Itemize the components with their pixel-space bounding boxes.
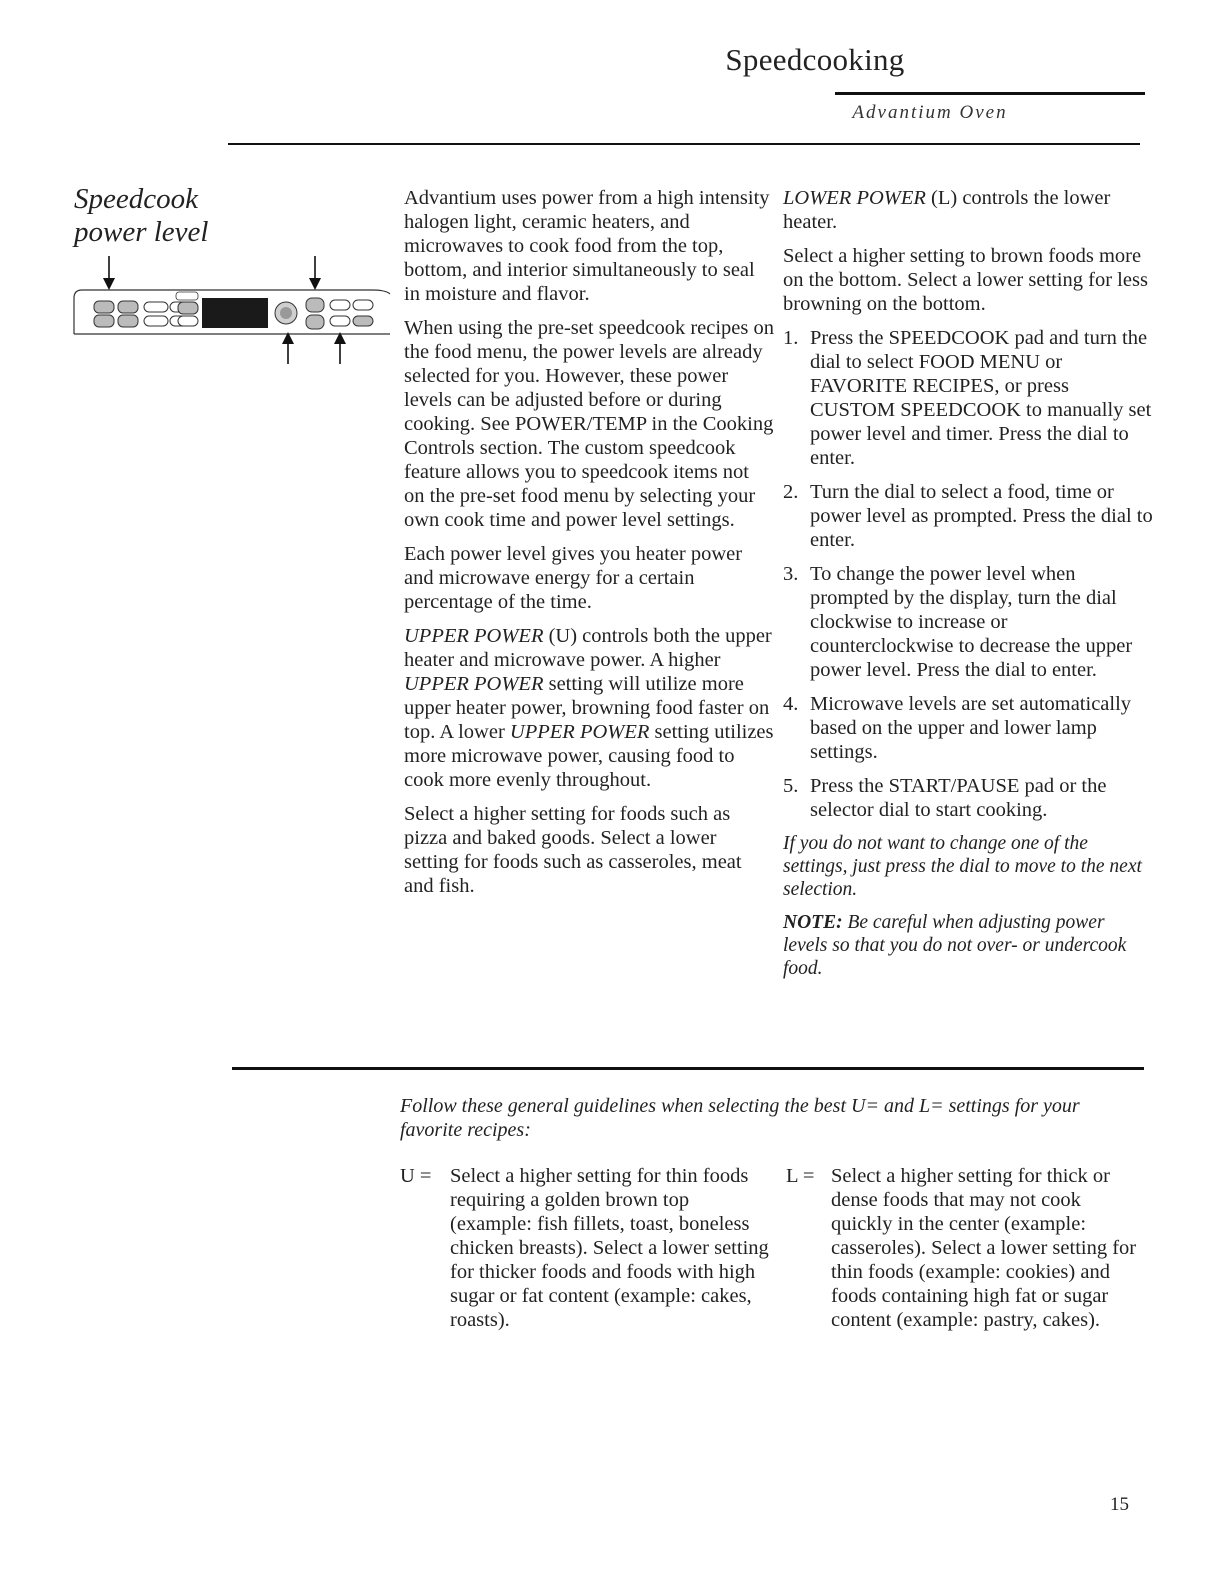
arrow-down-icon: [309, 256, 321, 290]
display-screen: [202, 298, 268, 328]
lower-power-paragraph: LOWER POWER (L) controls the lower heater.: [783, 187, 1111, 233]
upper-guideline-text: Select a higher setting for thin foods requiring a golden brown top (example: fish fillets, toast, boneless chicken breasts). Select a lower setting for thicker foods and foods with high sugar or fat content (example: cakes, roasts).: [450, 1165, 769, 1331]
arrow-up-icon: [334, 332, 346, 364]
body-column-left: [404, 186, 774, 908]
step-item: 5. Press the START/PAUSE pad or the selector dial to start cooking.: [783, 775, 1107, 821]
lower-guideline-term: L =: [786, 1165, 815, 1187]
upper-guideline: [400, 1164, 770, 1332]
page-subtitle: Advantium Oven: [852, 102, 1008, 123]
upper-setting-paragraph: Select a higher setting for foods such as pizza and baked goods. Select a lower setting for foods such as casseroles, meat and fish.: [404, 803, 742, 897]
section-title: [74, 183, 208, 249]
step-item: 3. To change the power level when prompted by the display, turn the dial clockwise to increase or counterclockwise to decrease the upper power level. Press the dial to enter.: [783, 563, 1133, 681]
arrow-down-icon: [103, 256, 115, 290]
step-item: 4. Microwave levels are set automatically based on the upper and lower lamp settings.: [783, 693, 1132, 763]
power-level-paragraph: Each power level gives you heater power and microwave energy for a certain percentage of the time.: [404, 543, 743, 613]
upper-guideline-term: U =: [400, 1165, 432, 1187]
note-paragraph: NOTE: Be careful when adjusting power levels so that you do not over- or undercook food.: [783, 912, 1127, 979]
section-divider: [232, 1067, 1144, 1070]
page-number: 15: [1110, 1494, 1129, 1515]
header-rule-short: [835, 92, 1145, 95]
page-title: Speedcooking: [725, 42, 905, 77]
upper-power-paragraph: UPPER POWER (U) controls both the upper heater and microwave power. A higher UPPER POWER setting will utilize more upper heater power, browning food faster on top. A lower UPPER POWER setting utilizes more microwave power, causing food to cook more evenly throughout.: [404, 625, 774, 791]
step-item: 2. Turn the dial to select a food, time or power level as prompted. Press the dial to enter.: [783, 481, 1153, 551]
steps-list: [783, 326, 1153, 822]
upper-power-term: UPPER POWER: [404, 673, 544, 695]
note-label: NOTE:: [783, 912, 843, 933]
upper-power-term: UPPER POWER: [404, 625, 544, 647]
upper-power-term: UPPER POWER: [509, 721, 650, 743]
tip-paragraph: If you do not want to change one of the settings, just press the dial to move to the next selection.: [783, 833, 1142, 900]
preset-paragraph: When using the pre-set speedcook recipes on the food menu, the power levels are already selected for you. However, these power levels can be adjusted before or during cooking. See POWER/TEMP in the Cooking Controls section. The custom speedcook feature allows you to speedcook items not on the pre-set food menu by selecting your own cook time and power level settings.: [404, 317, 775, 531]
body-column-right: [783, 186, 1153, 990]
section-title-line-2: power level: [74, 216, 209, 248]
control-panel-illustration: [72, 256, 392, 366]
step-item: 1. Press the SPEEDCOOK pad and turn the dial to select FOOD MENU or FAVORITE RECIPES, or press CUSTOM SPEEDCOOK to manually set power level and timer. Press the dial to enter.: [783, 327, 1152, 469]
header-rule-long: [228, 143, 1140, 145]
guidelines-intro: Follow these general guidelines when selecting the best U= and L= settings for your favorite recipes:: [400, 1095, 1080, 1141]
lower-setting-paragraph: Select a higher setting to brown foods more on the bottom. Select a lower setting for less browning on the bottom.: [783, 245, 1148, 315]
lower-guideline: [786, 1164, 1146, 1332]
arrow-up-icon: [282, 332, 294, 364]
section-title-line-1: Speedcook: [74, 183, 198, 215]
lower-power-term: LOWER POWER: [783, 187, 926, 209]
lower-guideline-text: Select a higher setting for thick or dense foods that may not cook quickly in the center (example: casseroles). Select a lower setting for thin foods (example: cookies) and foods containing high fat or sugar content (example: pastry, cakes).: [831, 1165, 1137, 1331]
intro-paragraph: Advantium uses power from a high intensity halogen light, ceramic heaters, and microwaves to cook food from the top, bottom, and interior simultaneously to seal in moisture and flavor.: [404, 187, 770, 305]
